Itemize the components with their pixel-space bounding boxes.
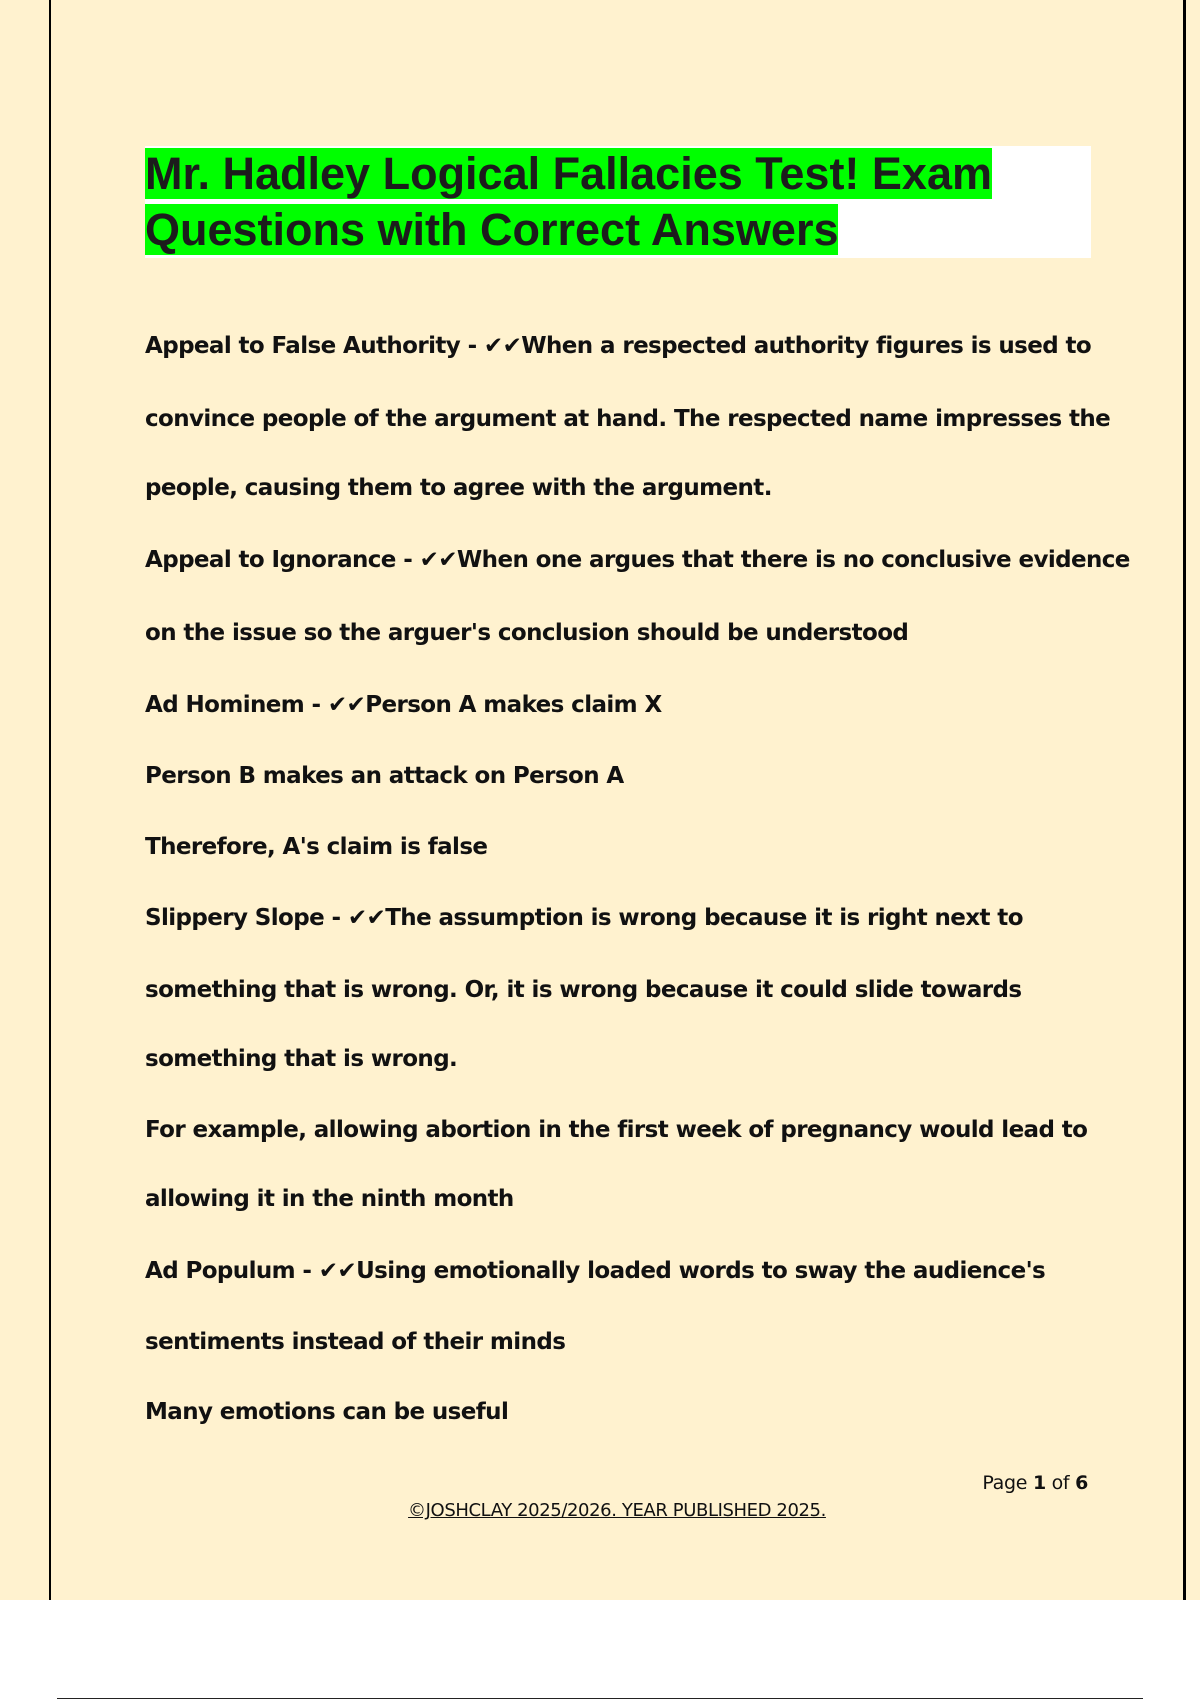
content-line: allowing it in the ninth month [145,1186,514,1212]
page-border-left [49,0,51,1600]
footer-rule [57,1698,1143,1699]
content-line: Many emotions can be useful [145,1399,509,1425]
copyright-notice: ©JOSHCLAY 2025/2026. YEAR PUBLISHED 2025. [408,1500,826,1521]
content-line: something that is wrong. Or, it is wrong because it could slide towards [145,977,1022,1003]
content-line: For example, allowing abortion in the first week of pregnancy would lead to [145,1117,1088,1143]
title-highlight: Mr. Hadley Logical Fallacies Test! Exam Questions with Correct Answers [145,148,993,255]
page-total: 6 [1075,1472,1088,1494]
content-line: sentiments instead of their minds [145,1329,566,1355]
document-title [145,146,1091,258]
page-of: of [1051,1472,1070,1494]
content-line: Ad Populum - ✔✔Using emotionally loaded words to sway the audience's [145,1258,1046,1284]
page-number [982,1472,1088,1494]
page-border-right [1183,0,1186,1600]
content-line: something that is wrong. [145,1046,458,1072]
content-line: convince people of the argument at hand. The respected name impresses the [145,406,1111,432]
page-current: 1 [1032,1472,1046,1494]
content-line: on the issue so the arguer's conclusion should be understood [145,620,909,646]
content-line: people, causing them to agree with the argument. [145,475,772,501]
content-line: Ad Hominem - ✔✔Person A makes claim X [145,692,662,718]
content-line: Therefore, A's claim is false [145,834,488,860]
content-line: Person B makes an attack on Person A [145,763,624,789]
content-line: Appeal to Ignorance - ✔✔When one argues that there is no conclusive evidence [145,547,1130,573]
page-label: Page [982,1472,1028,1494]
content-line: Appeal to False Authority - ✔✔When a respected authority figures is used to [145,333,1092,359]
content-line: Slippery Slope - ✔✔The assumption is wrong because it is right next to [145,905,1023,931]
